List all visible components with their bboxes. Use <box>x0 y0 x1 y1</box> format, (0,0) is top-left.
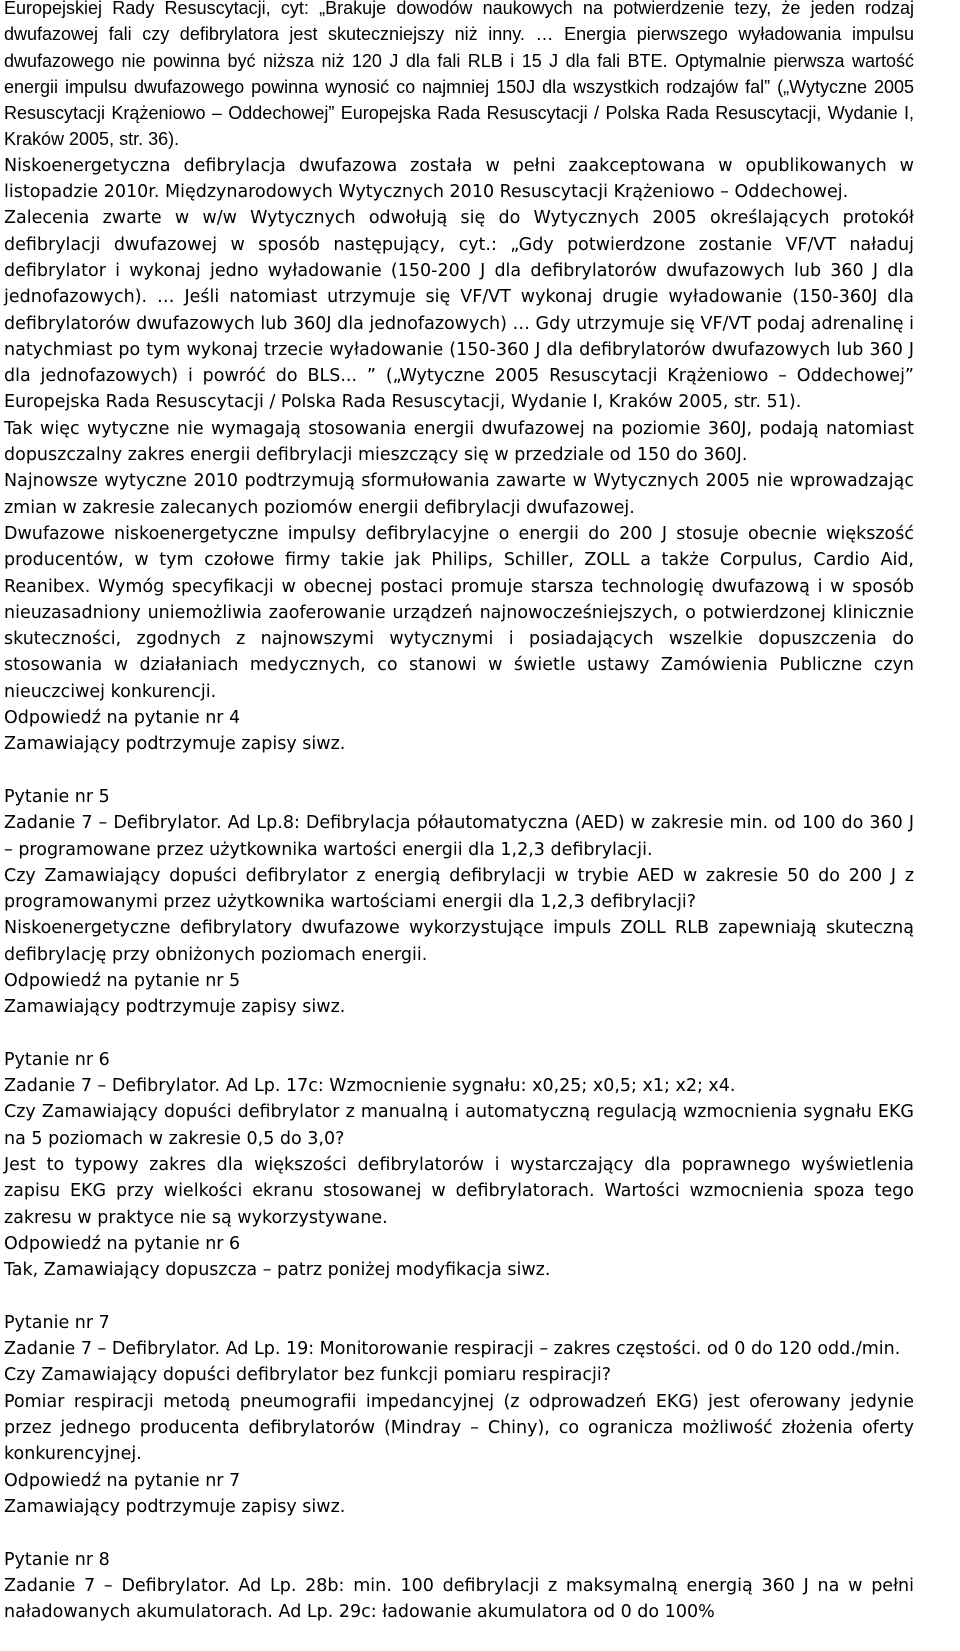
question-6-text: Czy Zamawiający dopuści defibrylator z manualną i automatyczną regulacją wzmocnienia sygnału EKG na 5 poziomach w zakresie 0,5 do 3,0? <box>4 1102 914 1149</box>
spacer <box>4 758 914 784</box>
document-body <box>4 0 914 1625</box>
paragraph-2010-guidelines: Najnowsze wytyczne 2010 podtrzymują sformułowania zawarte w Wytycznych 2005 nie wprowadzając zmian w zakresie zalecanych poziomów energii defibrylacji dwufazowej. <box>4 471 914 518</box>
answer-heading-4: Odpowiedź na pytanie nr 4 <box>4 708 241 729</box>
spacer <box>4 1021 914 1047</box>
question-heading-6: Pytanie nr 6 <box>4 1049 110 1070</box>
paragraph-manufacturers: Dwufazowe niskoenergetyczne impulsy defibrylacyjne o energii do 200 J stosuje obecnie większość producentów, w tym czołowe firmy takie jak Philips, Schiller, ZOLL a także Corpulus, Cardio Aid, Reanibex. Wymóg specyfikacji w obecnej postaci promuje starsza technologię dwufazową i w sposób nieuzasadniony uniemożliwia zaoferowanie urządzeń najnowocześniejszych, o potwierdzonej klinicznie skuteczności, zgodnych z najnowszymi wytycznymi i posiadających wszelkie dopuszczenia do stosowania w działaniach medycznych, co stanowi w świetle ustawy Zamówienia Publiczne czyn nieuczciwej konkurencji. <box>4 523 914 702</box>
question-8-item: Zadanie 7 – Defibrylator. Ad Lp. 28b: min. 100 defibrylacji z maksymalną energią 360 J na w pełni naładowanych akumulatorach. Ad Lp. 29c: ładowanie akumulatora od 0 do 100% <box>4 1575 914 1623</box>
spacer <box>4 1520 914 1546</box>
question-heading-5: Pytanie nr 5 <box>4 786 110 807</box>
question-6-justification: Jest to typowy zakres dla większości defibrylatorów i wystarczający dla poprawnego wyświetlenia zapisu EKG przy wielkości ekranu stosowanej w defibrylatorach. Wartości wzmocnienia spoza tego zakresu w praktyce nie są wykorzystywane. <box>4 1155 914 1228</box>
question-5-item: Zadanie 7 – Defibrylator. Ad Lp.8: Defibrylacja półautomatyczna (AED) w zakresie min. od 100 do 360 J – programowane przez użytkownika wartości energii dla 1,2,3 defibrylacji. <box>4 813 914 860</box>
question-5-justification: Niskoenergetyczne defibrylatory dwufazowe wykorzystujące impuls ZOLL RLB zapewniają skuteczną defibrylację przy obniżonych poziomach energii. <box>4 918 914 965</box>
answer-heading-7: Odpowiedź na pytanie nr 7 <box>4 1470 241 1491</box>
paragraph-low-energy-acceptance: Niskoenergetyczna defibrylacja dwufazowa została w pełni zaakceptowana w opublikowanych w listopadzie 2010r. Międzynarodowych Wytycznych 2010 Resuscytacji Krążeniowo – Oddechowej. <box>4 155 914 203</box>
question-heading-7: Pytanie nr 7 <box>4 1312 110 1333</box>
question-heading-8: Pytanie nr 8 <box>4 1549 110 1570</box>
question-7-text: Czy Zamawiający dopuści defibrylator bez funkcji pomiaru respiracji? <box>4 1365 612 1386</box>
spacer <box>4 1284 914 1310</box>
question-7-justification: Pomiar respiracji metodą pneumografii impedancyjnej (z odprowadzeń EKG) jest oferowany jedynie przez jednego producenta defibrylatorów (Mindray – Chiny), co ogranicza możliwość złożenia oferty konkurencyjnej. <box>4 1391 914 1465</box>
paragraph-protocol-quote: Zalecenia zwarte w w/w Wytycznych odwołują się do Wytycznych 2005 określających protokół defibrylacji dwufazowej w sposób następujący, cyt.: „Gdy potwierdzone zostanie VF/VT naładuj defibrylator i wykonaj jedno wyładowanie (150-200 J dla defibrylatorów dwufazowych lub 360 J dla jednofazowych). … Jeśli natomiast utrzymuje się VF/VT wykonaj drugie wyładowanie (150-360J dla defibrylatorów dwufazowych lub 360J dla jednofazowych) … Gdy utrzymuje się VF/VT podaj adrenalinę i natychmiast po tym wykonaj trzecie wyładowanie (150-360 J dla defibrylatorów dwufazowych lub 360 J dla jednofazowych) i powróć do BLS... ” („Wytyczne 2005 Resuscytacji Krążeniowo – Oddechowej” Europejska Rada Resuscytacji / Polska Rada Resuscytacji, Wydanie I, Kraków 2005, str. 51). <box>4 208 914 413</box>
answer-heading-5: Odpowiedź na pytanie nr 5 <box>4 970 241 991</box>
answer-text-6: Tak, Zamawiający dopuszcza – patrz poniżej modyfikacja siwz. <box>4 1260 551 1281</box>
question-7-item: Zadanie 7 – Defibrylator. Ad Lp. 19: Monitorowanie respiracji – zakres częstości. od 0 do 120 odd./min. <box>4 1339 901 1360</box>
answer-heading-6: Odpowiedź na pytanie nr 6 <box>4 1233 241 1254</box>
paragraph-erc-quote: Europejskiej Rady Resuscytacji, cyt: „Brakuje dowodów naukowych na potwierdzenie tezy, że jeden rodzaj dwufazowej fali czy defibrylatora jest skuteczniejszy niż inny. … Energia pierwszego wyładowania impulsu dwufazowego nie powinna być niższa niż 120 J dla fali RLB i 15 J dla fali BTE. Optymalnie pierwsza wartość energii impulsu dwufazowego powinna wynosić co najmniej 150J dla wszystkich rodzajów fal” („Wytyczne 2005 Resuscytacji Krążeniowo – Oddechowej” Europejska Rada Resuscytacji / Polska Rada Resuscytacji, Wydanie I, Kraków 2005, str. 36). <box>4 0 914 150</box>
paragraph-energy-range: Tak więc wytyczne nie wymagają stosowania energii dwufazowej na poziomie 360J, podają natomiast dopuszczalny zakres energii defibrylacji mieszczący się w przedziale od 150 do 360J. <box>4 418 914 466</box>
question-6-item: Zadanie 7 – Defibrylator. Ad Lp. 17c: Wzmocnienie sygnału: x0,25; x0,5; x1; x2; x4. <box>4 1076 736 1097</box>
answer-text-4: Zamawiający podtrzymuje zapisy siwz. <box>4 734 346 755</box>
answer-text-5: Zamawiający podtrzymuje zapisy siwz. <box>4 997 346 1018</box>
question-5-text: Czy Zamawiający dopuści defibrylator z energią defibrylacji w trybie AED w zakresie 50 do 200 J z programowanymi przez użytkownika wartościami energii dla 1,2,3 defibrylacji? <box>4 865 914 913</box>
answer-text-7: Zamawiający podtrzymuje zapisy siwz. <box>4 1496 346 1517</box>
